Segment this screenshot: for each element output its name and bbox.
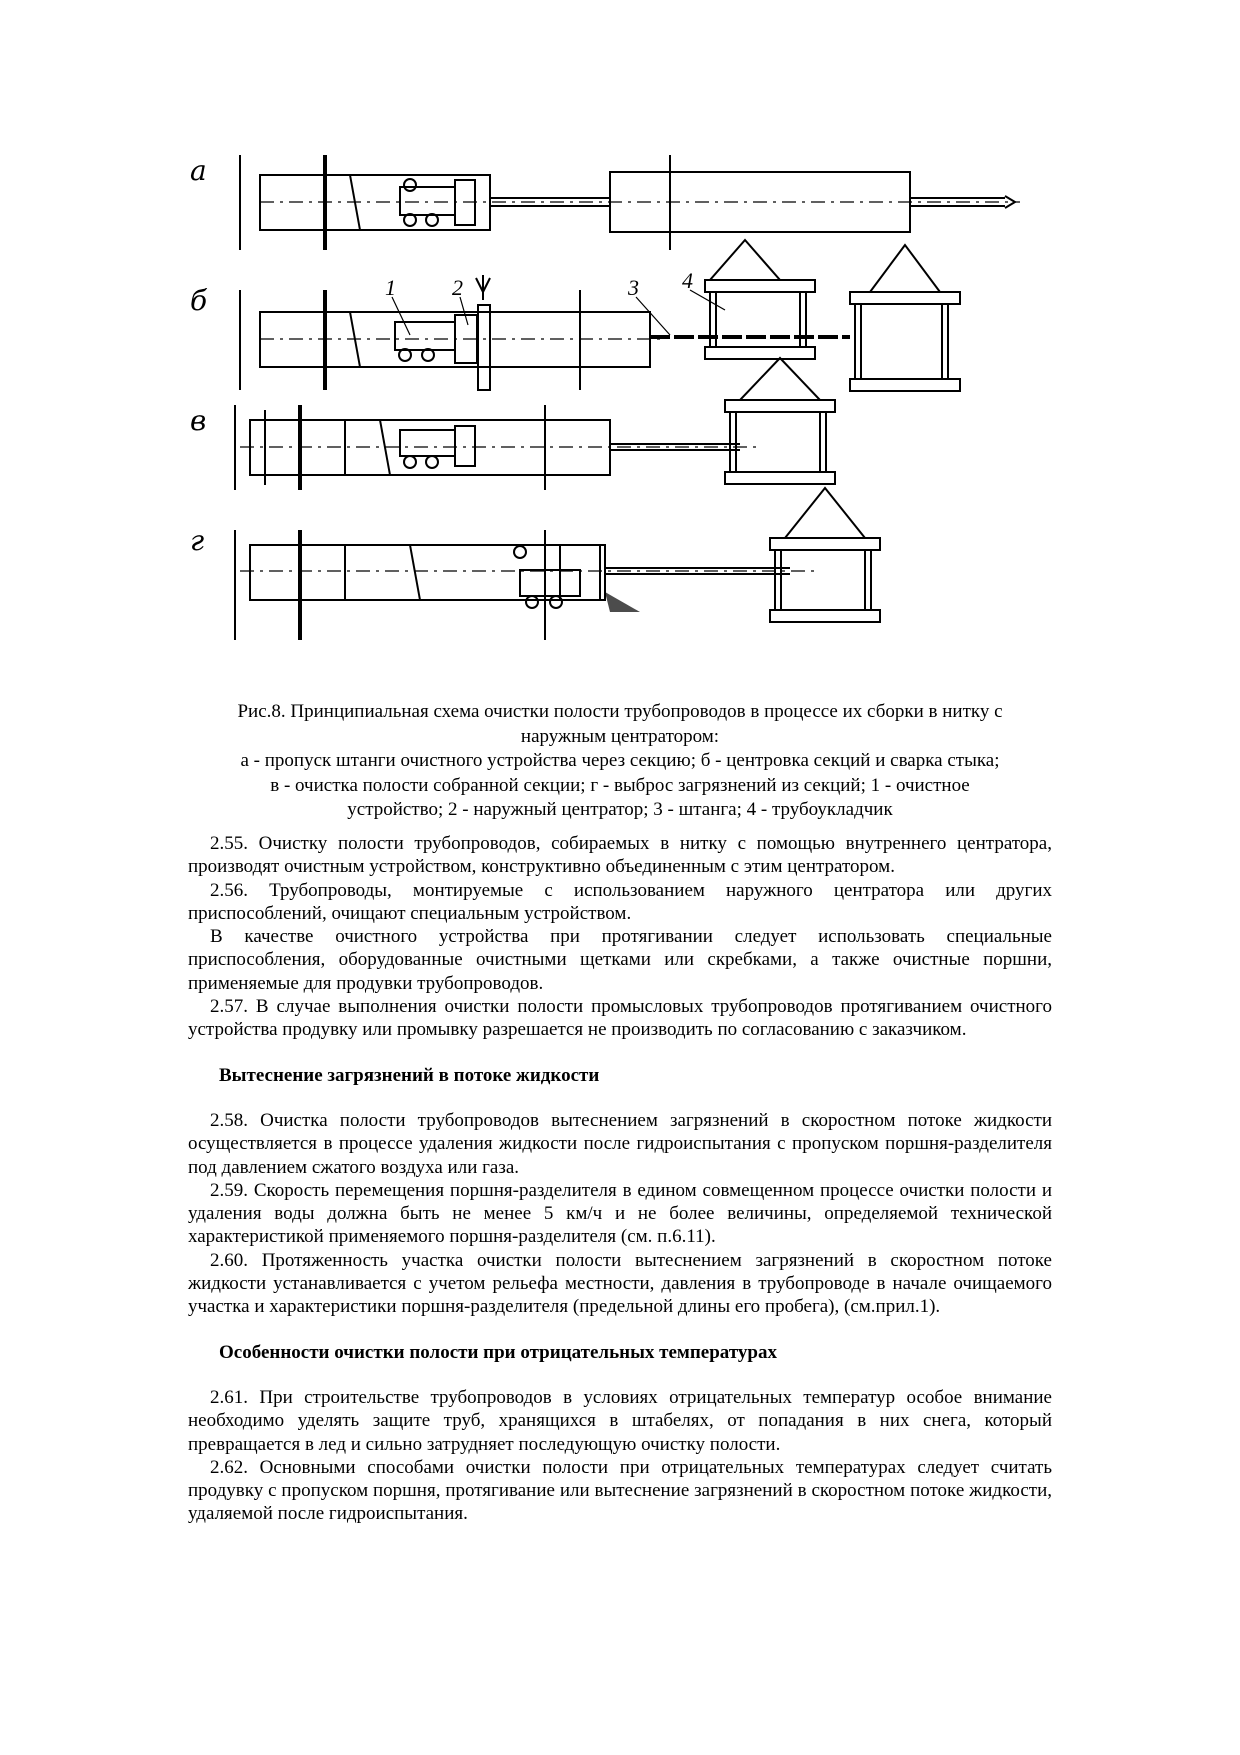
section-heading-liquid-flow: Вытеснение загрязнений в потоке жидкости <box>219 1064 600 1086</box>
figure-caption <box>190 700 1050 823</box>
diagram-row-b <box>190 240 960 391</box>
callout-3: 3 <box>628 275 639 300</box>
caption-title-line-2: наружным центратором: <box>520 725 720 747</box>
paragraph-2-60: 2.60. Протяженность участка очистки полости вытеснением загрязнений в скоростном потоке жидкости устанавливается с учетом рельефа местности, давления в трубопроводе в начале очищаемого участка и характеристики поршня-разделителя (предельной длины его пробега), (см.прил.1). <box>188 1249 1052 1318</box>
diagram-row-c <box>190 358 835 490</box>
diagram-row-a <box>190 154 1020 250</box>
paragraph-2-61: 2.61. При строительстве трубопроводов в условиях отрицательных температур особое внимание необходимо уделять защите труб, хранящихся в штабелях, от попадания в них снега, который превращается в лед и сильно затрудняет последующую очистку полости. <box>188 1386 1052 1455</box>
paragraph-2-55: 2.55. Очистку полости трубопроводов, собираемых в нитку с помощью внутреннего центратора, производят очистным устройством, конструктивно объединенным с этим центратором. <box>188 833 1052 878</box>
caption-legend-line-1: а - пропуск штанги очистного устройства через секцию; б - центровка секций и сварка стыка; <box>240 750 1000 771</box>
callout-1: 1 <box>385 275 396 300</box>
callout-4: 4 <box>682 268 693 293</box>
row-label-a: а <box>190 154 207 187</box>
caption-legend-line-2: в - очистка полости собранной секции; г - выброс загрязнений из секций; 1 - очистное <box>270 774 970 796</box>
row-label-b: б <box>190 284 208 317</box>
diagram-row-d <box>190 488 880 640</box>
caption-title-line-1: Рис.8. Принципиальная схема очистки полости трубопроводов в процессе их сборки в нитку с <box>237 701 1003 722</box>
row-label-d: г <box>190 524 205 557</box>
paragraph-2-57: 2.57. В случае выполнения очистки полости промысловых трубопроводов протягиванием очистного устройства продувку или промывку разрешается не производить по согласованию с заказчиком. <box>188 996 1052 1041</box>
paragraph-2-56-cont: В качестве очистного устройства при протягивании следует использовать специальные приспособления, оборудованные очистными щетками или скребками, а также очистные поршни, применяемые для продувки трубопроводов. <box>188 926 1052 994</box>
pipeline-cleaning-diagram <box>190 154 1160 700</box>
section-heading-negative-temperatures: Особенности очистки полости при отрицательных температурах <box>219 1341 777 1363</box>
callout-2: 2 <box>452 275 463 300</box>
paragraph-2-59: 2.59. Скорость перемещения поршня-разделителя в едином совмещенном процессе очистки полости и удаления воды должна быть не менее 5 км/ч и не более величины, определяемой технической характеристикой применяемого поршня-разделителя (см. п.6.11). <box>188 1179 1052 1248</box>
caption-legend-line-3: устройство; 2 - наружный центратор; 3 - штанга; 4 - трубоукладчик <box>347 799 893 820</box>
paragraph-2-58: 2.58. Очистка полости трубопроводов вытеснением загрязнений в скоростном потоке жидкости осуществляется в процессе удаления жидкости после гидроиспытания с пропуском поршня-разделителя под давлением сжатого воздуха или газа. <box>188 1109 1052 1178</box>
row-label-c: в <box>190 404 207 437</box>
document-body <box>188 832 1052 1526</box>
paragraph-2-62: 2.62. Основными способами очистки полости при отрицательных температурах следует считать продувку с пропуском поршня, протягивание или вытеснение загрязнений в скоростном потоке жидкости, удаляемой после гидроиспытания. <box>188 1456 1052 1525</box>
paragraph-2-56: 2.56. Трубопроводы, монтируемые с использованием наружного центратора или других приспособлений, очищают специальным устройством. <box>188 879 1052 924</box>
